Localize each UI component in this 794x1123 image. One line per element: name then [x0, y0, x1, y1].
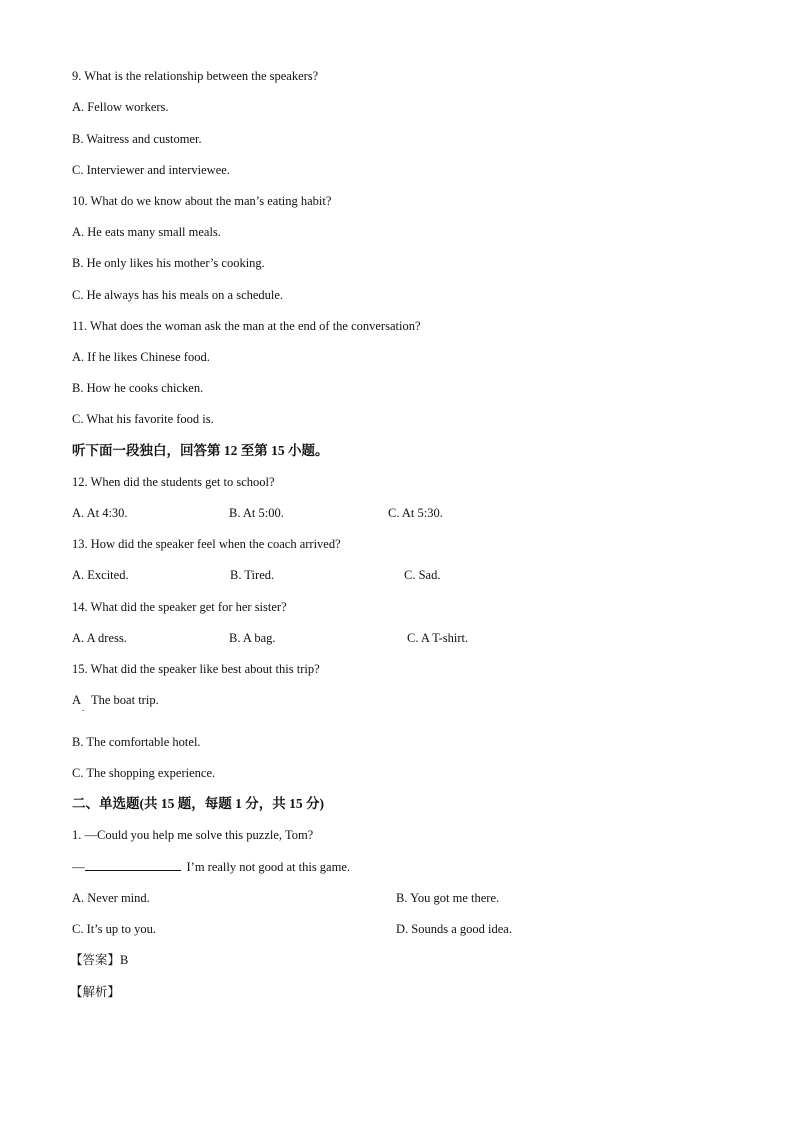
question-12-option-c: C. At 5:30.: [388, 506, 443, 520]
question-12-stem: 12. When did the students get to school?: [72, 475, 275, 489]
question-14-option-b: B. A bag.: [229, 631, 276, 645]
question-11-option-c: C. What his favorite food is.: [72, 412, 214, 426]
question-12-option-a: A. At 4:30.: [72, 506, 128, 520]
question-10-option-c: C. He always has his meals on a schedule.: [72, 288, 284, 302]
question-10-stem: 10. What do we know about the man’s eating habit?: [72, 194, 332, 208]
mc-question-1-option-a: A. Never mind.: [72, 891, 150, 905]
question-14-option-c: C. A T-shirt.: [407, 631, 469, 645]
question-15-stem: 15. What did the speaker like best about this trip?: [72, 662, 320, 676]
answer-value: B: [120, 953, 129, 967]
mc-question-1-stem: 1. —Could you help me solve this puzzle, Tom?: [72, 828, 314, 842]
part2-heading: 二、单选题(共 15 题，每题 1 分，共 15 分): [72, 796, 324, 811]
question-11-option-b: B. How he cooks chicken.: [72, 381, 204, 395]
question-10-option-a: A. He eats many small meals.: [72, 225, 221, 239]
question-9-option-c: C. Interviewer and interviewee.: [72, 163, 230, 177]
question-13-option-b: B. Tired.: [230, 568, 275, 582]
question-14-stem: 14. What did the speaker get for her sister?: [72, 600, 287, 614]
question-9-stem: 9. What is the relationship between the speakers?: [72, 69, 319, 83]
mc-question-1-option-b: B. You got me there.: [396, 891, 500, 905]
question-9-option-b: B. Waitress and customer.: [72, 132, 202, 146]
question-13-option-c: C. Sad.: [404, 568, 441, 582]
analysis-label: 【解析】: [70, 985, 121, 999]
answer-label: 【答案】: [70, 953, 121, 967]
question-15-option-c: C. The shopping experience.: [72, 766, 216, 780]
monologue-heading: 听下面一段独白，回答第 12 至第 15 小题。: [72, 443, 329, 458]
reply-text: I’m really not good at this game.: [186, 860, 351, 874]
question-13-stem: 13. How did the speaker feel when the coach arrived?: [72, 537, 341, 551]
answer-blank: [85, 859, 181, 871]
question-11-option-a: A. If he likes Chinese food.: [72, 350, 210, 364]
question-11-stem: 11. What does the woman ask the man at the end of the conversation?: [72, 319, 421, 333]
question-10-option-b: B. He only likes his mother’s cooking.: [72, 256, 265, 270]
question-13-option-a: A. Excited.: [72, 568, 129, 582]
question-12-option-b: B. At 5:00.: [229, 506, 284, 520]
reply-dash: —: [72, 860, 85, 874]
mc-question-1-reply: [72, 859, 350, 875]
question-15-option-a-letter: A: [72, 693, 82, 707]
question-15-option-a-dot: .: [82, 703, 85, 713]
question-15-option-a-text: The boat trip.: [91, 693, 159, 707]
mc-question-1-option-c: C. It’s up to you.: [72, 922, 157, 936]
mc-question-1-option-d: D. Sounds a good idea.: [396, 922, 512, 936]
question-15-option-b: B. The comfortable hotel.: [72, 735, 201, 749]
answer-line: [70, 952, 128, 968]
question-14-option-a: A. A dress.: [72, 631, 127, 645]
question-9-option-a: A. Fellow workers.: [72, 100, 169, 114]
